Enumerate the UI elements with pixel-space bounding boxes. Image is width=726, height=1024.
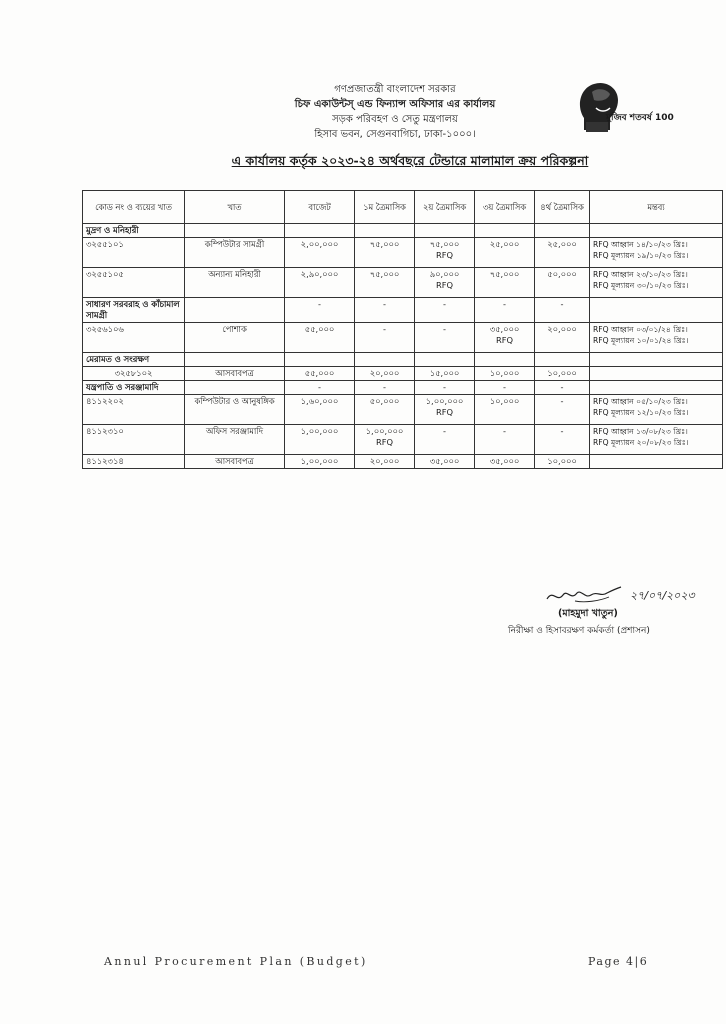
cell-remarks: [590, 425, 723, 455]
cell-q3: ১০,০০০: [475, 367, 535, 381]
cell-budget: ১,৬০,০০০: [285, 395, 355, 425]
cell-budget: ৫৫,০০০: [285, 367, 355, 381]
col-header-budget: বাজেট: [285, 191, 355, 224]
cell-q4: -: [535, 425, 590, 455]
table-section-row: [83, 298, 723, 323]
rfq-note: RFQ: [495, 335, 514, 345]
table-section-row: [83, 381, 723, 395]
cell-q2: -: [415, 381, 475, 395]
cell-q1-value: ১,০০,০০০: [365, 426, 404, 436]
cell-q4: -: [535, 298, 590, 323]
cell-q1: -: [355, 323, 415, 353]
table-row: [83, 455, 723, 469]
cell-head: কম্পিউটার সামগ্রী: [185, 238, 285, 268]
cell-q4: ১০,০০০: [535, 367, 590, 381]
letterhead: [230, 82, 560, 142]
cell-q2: [415, 395, 475, 425]
cell-q2: -: [415, 425, 475, 455]
cell-q4: -: [535, 395, 590, 425]
cell-code: ৩২৫৫১০৫: [83, 268, 185, 298]
cell-budget: ১,০০,০০০: [285, 425, 355, 455]
col-header-q1: ১ম ত্রৈমাসিক: [355, 191, 415, 224]
col-header-q3: ৩য় ত্রৈমাসিক: [475, 191, 535, 224]
cell-q1: -: [355, 298, 415, 323]
cell-q2: [415, 268, 475, 298]
cell-code: ৩২৫৫১০১: [83, 238, 185, 268]
cell-code: ৪১১২৩১৪: [83, 455, 185, 469]
table-row: [83, 395, 723, 425]
table-row: [83, 367, 723, 381]
office-name: চিফ একাউন্টস্ এন্ড ফিন্যান্স অফিসার এর কার্যালয়: [294, 99, 496, 110]
cell-head: আসবাবপত্র: [185, 367, 285, 381]
col-header-code: কোড নং ও ব্যয়ের খাত: [83, 191, 185, 224]
signatory-name: (মাহমুদা খাতুন): [558, 608, 618, 619]
cell-q1: -: [355, 381, 415, 395]
remark-line: RFQ আহ্বান ০৩/০১/২৪ খ্রিঃ।: [593, 325, 688, 334]
cell-code: ৩২৫৬১০৬: [83, 323, 185, 353]
cell-code: ৪১১২২০২: [83, 395, 185, 425]
cell-q1: ২০,০০০: [355, 367, 415, 381]
procurement-plan-table: [82, 190, 723, 469]
cell-q2: ১৫,০০০: [415, 367, 475, 381]
cell-q3: -: [475, 425, 535, 455]
table-row: [83, 238, 723, 268]
cell-q4: ২০,০০০: [535, 323, 590, 353]
cell-q4: ১০,০০০: [535, 455, 590, 469]
signature-icon: [545, 585, 625, 607]
cell-budget: ৫৫,০০০: [285, 323, 355, 353]
office-address: হিসাব ভবন, সেগুনবাগিচা, ঢাকা-১০০০।: [314, 129, 476, 140]
table-row: [83, 268, 723, 298]
footer-page-number: Page 4|6: [588, 955, 649, 968]
cell-q1: ৭৫,০০০: [355, 238, 415, 268]
cell-q2-value: ৭৫,০০০: [429, 239, 460, 249]
remark-line: RFQ আহ্বান ১৩/০৮/২৩ খ্রিঃ।: [593, 427, 688, 436]
cell-head: অফিস সরঞ্জামাদি: [185, 425, 285, 455]
remark-line: RFQ মূল্যায়ন ১৯/১০/২৩ খ্রিঃ।: [593, 251, 689, 260]
cell-remarks: [590, 268, 723, 298]
table-section-row: [83, 224, 723, 238]
table-section-row: [83, 353, 723, 367]
cell-q4: ২৫,০০০: [535, 238, 590, 268]
rfq-note: RFQ: [435, 407, 454, 417]
remark-line: RFQ মূল্যায়ন ১২/১০/২৩ খ্রিঃ।: [593, 408, 689, 417]
cell-q1: ৭৫,০০০: [355, 268, 415, 298]
signature-date: ২৭/০৭/২০২৩: [630, 589, 695, 602]
cell-q1: ২০,০০০: [355, 455, 415, 469]
col-header-q4: ৪র্থ ত্রৈমাসিক: [535, 191, 590, 224]
government-name: গণপ্রজাতন্ত্রী বাংলাদেশ সরকার: [334, 84, 456, 95]
footer-document-name: Annul Procurement Plan (Budget): [104, 955, 368, 968]
cell-budget: ২,০০,০০০: [285, 238, 355, 268]
cell-remarks: [590, 323, 723, 353]
remark-line: RFQ মূল্যায়ন ২০/০৮/২৩ খ্রিঃ।: [593, 438, 689, 447]
cell-budget: -: [285, 298, 355, 323]
cell-q3: ৭৫,০০০: [475, 268, 535, 298]
signatory-designation: নিরীক্ষা ও হিসাবরক্ষণ কর্মকর্তা (প্রশাসন): [508, 626, 650, 636]
cell-remarks: [590, 395, 723, 425]
cell-head: অন্যান্য মনিহারী: [185, 268, 285, 298]
cell-head: আসবাবপত্র: [185, 455, 285, 469]
cell-q2-value: ৯০,০০০: [429, 269, 460, 279]
ministry-name: সড়ক পরিবহণ ও সেতু মন্ত্রণালয়: [332, 114, 458, 125]
section-label: মেরামত ও সংরক্ষণ: [83, 353, 185, 367]
cell-budget: ১,০০,০০০: [285, 455, 355, 469]
remark-line: RFQ আহ্বান ২৩/১০/২৩ খ্রিঃ।: [593, 270, 688, 279]
section-label: সাধারণ সরবরাহ ও কাঁচামাল সামগ্রী: [83, 298, 185, 323]
col-header-remarks: মন্তব্য: [590, 191, 723, 224]
table-row: [83, 323, 723, 353]
cell-q3: -: [475, 298, 535, 323]
cell-q2: -: [415, 323, 475, 353]
cell-q3-value: ৩৫,০০০: [489, 324, 520, 334]
cell-q1: ৫০,০০০: [355, 395, 415, 425]
table-row: [83, 425, 723, 455]
cell-q3: ৩৫,০০০: [475, 455, 535, 469]
cell-q2-value: ১,০০,০০০: [425, 396, 464, 406]
col-header-q2: ২য় ত্রৈমাসিক: [415, 191, 475, 224]
remark-line: RFQ আহ্বান ১৪/১০/২৩ খ্রিঃ।: [593, 240, 688, 249]
rfq-note: RFQ: [375, 437, 394, 447]
cell-head: পোশাক: [185, 323, 285, 353]
cell-q1: [355, 425, 415, 455]
cell-remarks: [590, 238, 723, 268]
cell-q4: -: [535, 381, 590, 395]
remark-line: RFQ আহ্বান ০৫/১০/২৩ খ্রিঃ।: [593, 397, 688, 406]
logo-caption: মুজিব শতবর্ষ 100: [606, 113, 674, 123]
cell-q3: ২৫,০০০: [475, 238, 535, 268]
remark-line: RFQ মূল্যায়ন ১০/০১/২৪ খ্রিঃ।: [593, 336, 689, 345]
cell-budget: ২,৯০,০০০: [285, 268, 355, 298]
rfq-note: RFQ: [435, 280, 454, 290]
cell-budget: -: [285, 381, 355, 395]
cell-q4: ৫০,০০০: [535, 268, 590, 298]
cell-q2: ৩৫,০০০: [415, 455, 475, 469]
cell-q2: [415, 238, 475, 268]
cell-q3: ১০,০০০: [475, 395, 535, 425]
remark-line: RFQ মূল্যায়ন ৩০/১০/২৩ খ্রিঃ।: [593, 281, 689, 290]
mujib-100-logo-icon: [566, 78, 686, 140]
table-header-row: [83, 191, 723, 224]
rfq-note: RFQ: [435, 250, 454, 260]
document-title: এ কার্যালয় কর্তৃক ২০২৩-২৪ অর্থবছরে টেন্ডারে মালামাল ক্রয় পরিকল্পনা: [231, 153, 589, 168]
cell-q3: [475, 323, 535, 353]
cell-head: কম্পিউটার ও আনুষঙ্গিক: [185, 395, 285, 425]
section-label: মুদ্রণ ও মনিহারী: [83, 224, 185, 238]
cell-q3: -: [475, 381, 535, 395]
cell-q2: -: [415, 298, 475, 323]
cell-code: ৩২৫৮১০২: [83, 367, 185, 381]
cell-code: ৪১১২৩১০: [83, 425, 185, 455]
col-header-head: খাত: [185, 191, 285, 224]
section-label: যন্ত্রপাতি ও সরঞ্জামাদি: [83, 381, 185, 395]
